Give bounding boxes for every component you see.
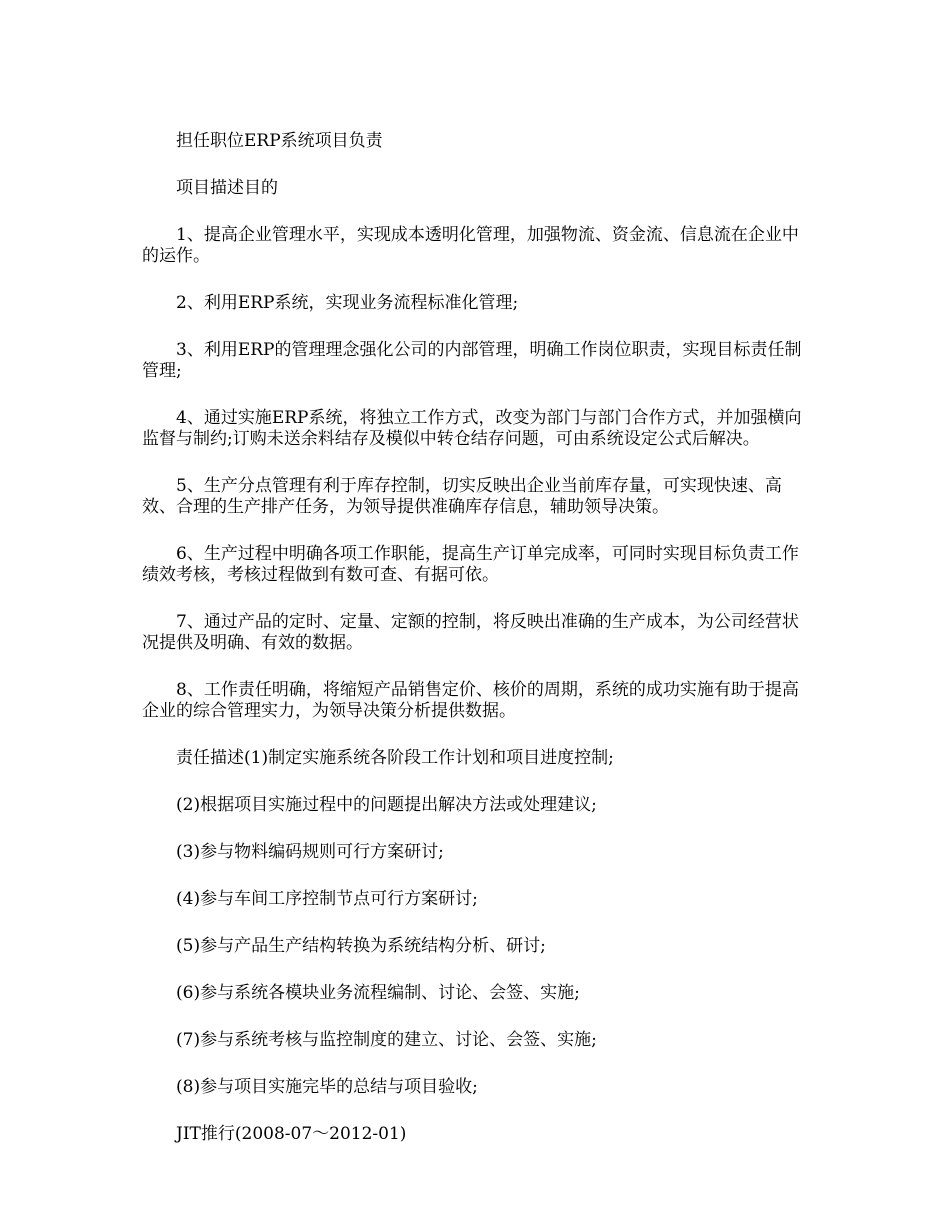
responsibility-item-5: (5)参与产品生产结构转换为系统结构分析、研讨; bbox=[176, 936, 546, 956]
responsibility-item-6: (6)参与系统各模块业务流程编制、讨论、会签、实施; bbox=[176, 983, 580, 1003]
purpose-item-5: 5、生产分点管理有利于库存控制，切实反映出企业当前库存量，可实现快速、高效、合理的生产排产任务，为领导提供准确库存信息，辅助领导决策。 bbox=[142, 476, 782, 517]
responsibility-item-4: (4)参与车间工序控制节点可行方案研讨; bbox=[176, 889, 478, 909]
project-purpose-heading: 项目描述目的 bbox=[176, 178, 278, 198]
responsibility-item-3: (3)参与物料编码规则可行方案研讨; bbox=[176, 842, 444, 862]
purpose-item-6: 6、生产过程中明确各项工作职能，提高生产订单完成率，可同时实现目标负责工作绩效考核，考核过程做到有数可查、有据可依。 bbox=[142, 544, 799, 585]
purpose-item-4: 4、通过实施ERP系统，将独立工作方式，改变为部门与部门合作方式，并加强横向监督与制约;订购未送余料结存及模似中转仓结存问题，可由系统设定公式后解决。 bbox=[142, 408, 802, 449]
purpose-item-8: 8、工作责任明确，将缩短产品销售定价、核价的周期，系统的成功实施有助于提高企业的综合管理实力，为领导决策分析提供数据。 bbox=[142, 680, 799, 721]
document-body bbox=[142, 131, 814, 1171]
responsibility-item-7: (7)参与系统考核与监控制度的建立、讨论、会签、实施; bbox=[176, 1030, 597, 1050]
responsibility-item-8: (8)参与项目实施完毕的总结与项目验收; bbox=[176, 1077, 478, 1097]
position-line: 担任职位ERP系统项目负责 bbox=[176, 131, 383, 151]
responsibility-item-1: 责任描述(1)制定实施系统各阶段工作计划和项目进度控制; bbox=[176, 748, 614, 768]
purpose-item-3: 3、利用ERP的管理理念强化公司的内部管理，明确工作岗位职责，实现目标责任制管理; bbox=[142, 340, 802, 381]
purpose-item-2: 2、利用ERP系统，实现业务流程标准化管理; bbox=[176, 293, 519, 313]
responsibility-item-2: (2)根据项目实施过程中的问题提出解决方法或处理建议; bbox=[176, 795, 597, 815]
jit-section-heading: JIT推行(2008-07～2012-01) bbox=[176, 1124, 407, 1144]
purpose-item-7: 7、通过产品的定时、定量、定额的控制，将反映出准确的生产成本，为公司经营状况提供及明确、有效的数据。 bbox=[142, 612, 799, 653]
purpose-item-1: 1、提高企业管理水平，实现成本透明化管理，加强物流、资金流、信息流在企业中的运作。 bbox=[142, 225, 799, 266]
